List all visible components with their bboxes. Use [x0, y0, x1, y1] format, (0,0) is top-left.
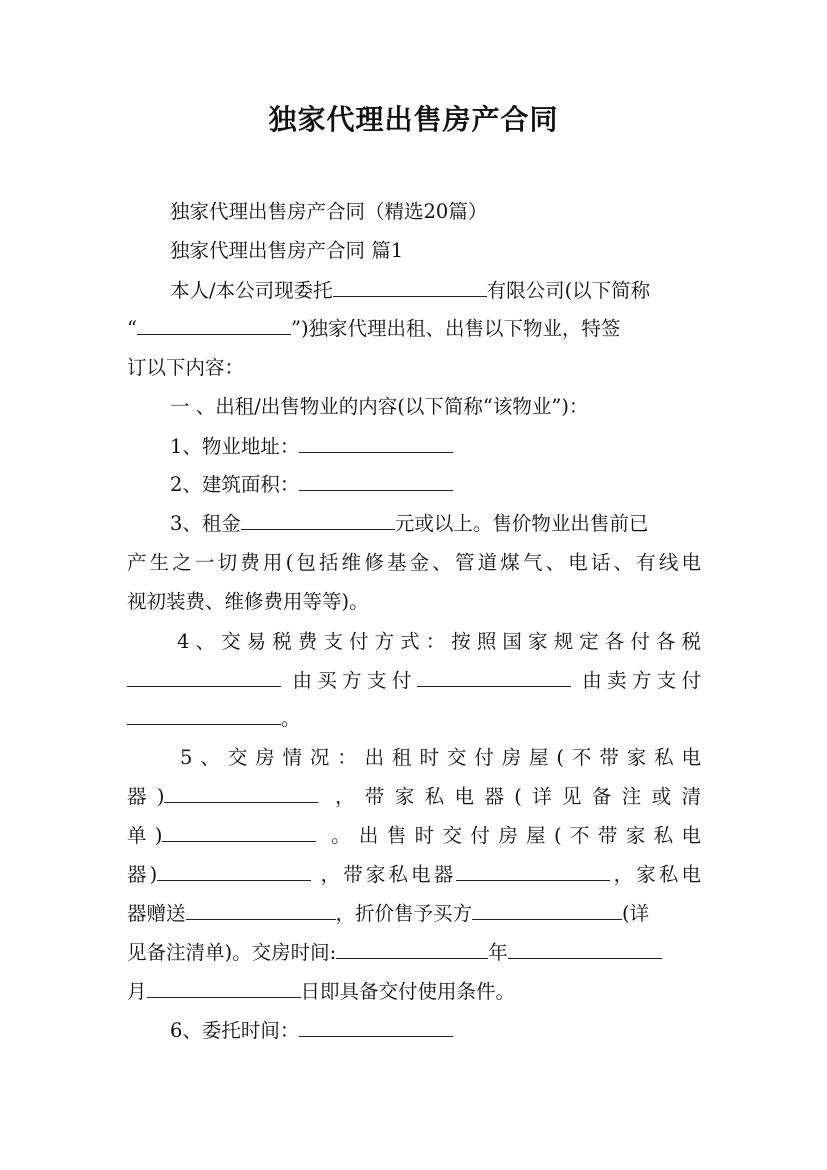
- blank-field: [299, 1018, 453, 1037]
- blank-field: [456, 862, 610, 881]
- intro-text-b: 有限公司(以下简称: [486, 279, 651, 302]
- item-3-label: 3、租金: [170, 512, 241, 535]
- item-3-text: 元或以上。售价物业出售前已: [394, 512, 649, 535]
- blank-field: [299, 472, 453, 491]
- item-6-label: 6、委托时间：: [170, 1019, 300, 1042]
- item-2-label: 2、建筑面积：: [170, 473, 300, 496]
- item-5-text: 单): [127, 824, 163, 847]
- blank-field: [164, 784, 318, 803]
- item-5-line-5: [127, 901, 649, 927]
- item-2: [170, 472, 453, 498]
- item-1-label: 1、物业地址：: [170, 435, 300, 458]
- intro-line-1: [170, 278, 650, 304]
- item-5-text: ，带家私电器(详见备注或清: [335, 785, 702, 808]
- blank-field: [162, 823, 316, 842]
- item-3-line-2: 产生之一切费用(包括维修基金、管道煤气、电话、有线电: [127, 551, 701, 574]
- item-5-line-2: [127, 784, 701, 810]
- intro-text-c: “: [127, 317, 137, 340]
- intro-line-3: 订以下内容：: [127, 356, 245, 379]
- intro-text-a: 本人/本公司现委托: [170, 279, 333, 302]
- blank-field: [336, 940, 488, 959]
- item-5-text: 器): [127, 863, 158, 886]
- blank-field: [147, 979, 301, 998]
- item-5-line-4: [127, 862, 701, 888]
- blank-field: [417, 668, 571, 687]
- intro-line-2: [127, 316, 621, 342]
- item-5-month: 月: [127, 980, 147, 1003]
- item-5-text: 器): [127, 785, 165, 808]
- item-4-line-3: [127, 706, 301, 732]
- item-5-line-3: [127, 823, 701, 849]
- blank-field: [137, 316, 291, 335]
- item-5-line-7: [127, 979, 515, 1005]
- blank-field: [299, 434, 453, 453]
- item-1: [170, 434, 453, 460]
- item-5-text: 。出售时交付房屋(不带家私电: [331, 824, 702, 847]
- blank-field: [186, 901, 336, 920]
- blank-field: [333, 278, 487, 297]
- document-title: 独家代理出售房产合同: [268, 103, 559, 136]
- item-3-line-3: 视初装费、维修费用等等)。: [127, 590, 369, 613]
- subtitle: 独家代理出售房产合同（精选20篇）: [170, 200, 488, 223]
- item-4-line-1: 4、交易税费支付方式：按照国家规定各付各税: [177, 630, 701, 653]
- item-5-text: (详: [622, 902, 650, 925]
- item-5-year: 年: [488, 941, 508, 964]
- item-5-line-1: 5、交房情况：出租时交付房屋(不带家私电: [180, 746, 701, 769]
- item-6: [170, 1018, 453, 1044]
- clause-heading: 一 、出租/出售物业的内容(以下简称“该物业”)：: [170, 395, 589, 418]
- item-5-text: ，带家私电器: [320, 863, 457, 886]
- item-5-text: 器赠送: [127, 902, 186, 925]
- section-heading: 独家代理出售房产合同 篇1: [170, 239, 404, 262]
- item-4-buyer: 由买方支付: [292, 669, 417, 692]
- blank-field: [127, 706, 281, 725]
- blank-field: [157, 862, 311, 881]
- item-4-line-2: [127, 668, 701, 694]
- item-5-text: ，折价售予买方: [335, 902, 473, 925]
- item-5-text: ，家私电: [610, 863, 701, 886]
- blank-field: [508, 940, 662, 959]
- item-3-line-1: [170, 511, 648, 537]
- item-4-end: 。: [281, 707, 301, 730]
- item-5-line-6: [127, 940, 662, 966]
- blank-field: [241, 511, 395, 530]
- blank-field: [127, 668, 281, 687]
- item-5-text: 日即具备交付使用条件。: [300, 980, 516, 1003]
- intro-text-d: ”)独家代理出租、出售以下物业，特签: [290, 317, 621, 340]
- blank-field: [472, 901, 622, 920]
- item-5-text: 见备注清单)。交房时间:: [127, 941, 337, 964]
- item-4-seller: 由卖方支付: [582, 669, 701, 692]
